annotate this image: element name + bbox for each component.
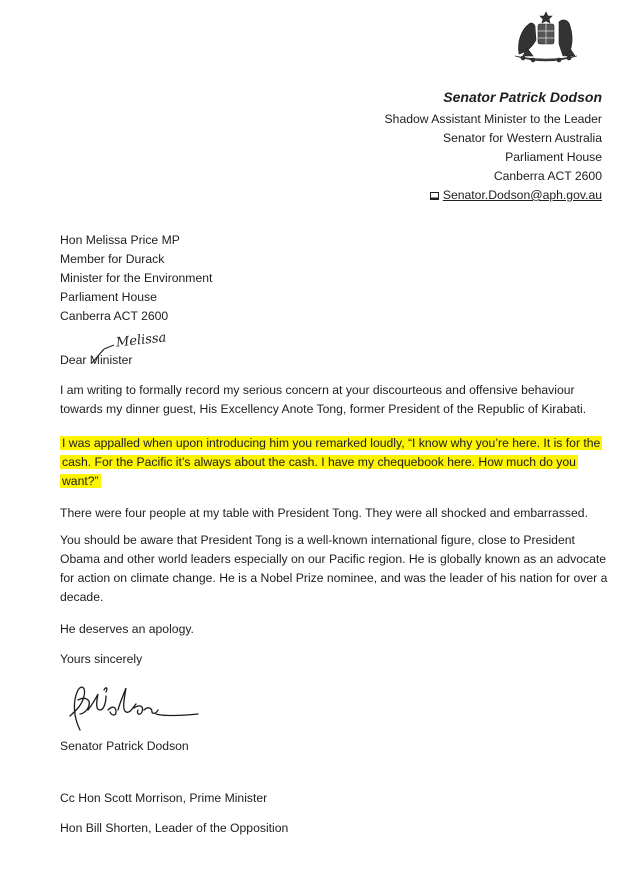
mail-icon xyxy=(430,192,439,200)
recipient-address-line1: Parliament House xyxy=(60,290,157,304)
sender-name: Senator Patrick Dodson xyxy=(443,89,602,105)
handwritten-signature xyxy=(60,680,210,740)
sender-address-line2: Canberra ACT 2600 xyxy=(493,169,602,183)
recipient-name: Hon Melissa Price MP xyxy=(60,233,180,247)
body-paragraph-witnesses: There were four people at my table with President Tong. They were all shocked and embarrassed. xyxy=(60,506,588,520)
recipient-seat: Member for Durack xyxy=(60,252,165,266)
cc-line-prime-minister: Cc Hon Scott Morrison, Prime Minister xyxy=(60,791,268,805)
recipient-title: Minister for the Environment xyxy=(60,271,213,285)
body-paragraph-concern: I am writing to formally record my serious concern at your discourteous and offensive behaviour towards my dinner guest, His Excellency Anote Tong, former President of the Republic of Kirabati. xyxy=(60,383,587,416)
cc-line-opposition-leader: Hon Bill Shorten, Leader of the Opposition xyxy=(60,821,289,835)
sender-address-line1: Parliament House xyxy=(505,150,602,164)
sender-email-link[interactable]: Senator.Dodson@aph.gov.au xyxy=(442,188,602,202)
body-paragraph-quote xyxy=(60,434,608,491)
body-paragraph-apology: He deserves an apology. xyxy=(60,622,194,636)
handwritten-strike-mark xyxy=(90,343,130,365)
closing: Yours sincerely xyxy=(60,652,143,666)
sender-title: Shadow Assistant Minister to the Leader xyxy=(384,112,602,126)
coat-of-arms-logo xyxy=(509,10,583,66)
body-paragraph-background: You should be aware that President Tong is a well-known international figure, close to President Obama and other world leaders especially on our Pacific region. He is globally known as an advocate for action on climate change. He is a Nobel Prize nominee, and was the leader of his nation for over a decade. xyxy=(60,533,608,604)
signatory-name: Senator Patrick Dodson xyxy=(60,739,189,753)
sender-email-row xyxy=(430,186,602,205)
salutation: Dear Minister xyxy=(60,353,133,367)
sender-role: Senator for Western Australia xyxy=(443,131,602,145)
recipient-address xyxy=(60,231,212,326)
highlighted-quote: I was appalled when upon introducing him you remarked loudly, “I know why you’re here. It is for the cash. For the Pacific it’s always about the cash. I have my chequebook here. How much do you want?” xyxy=(62,436,601,488)
letterhead xyxy=(385,88,602,206)
recipient-address-line2: Canberra ACT 2600 xyxy=(60,309,169,323)
handwritten-salutation-correction: Melissa xyxy=(115,330,168,351)
